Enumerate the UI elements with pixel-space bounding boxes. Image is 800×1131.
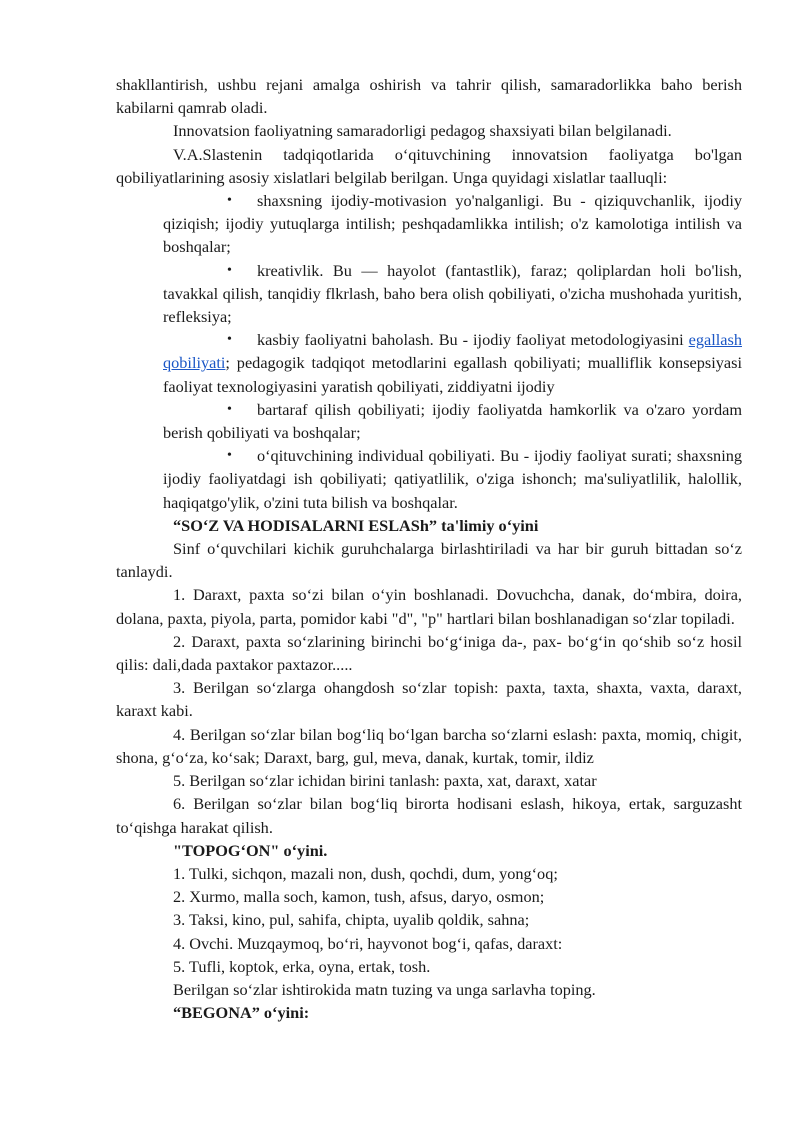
bullet-text: shaxsning ijodiy-motivasion yo'nalganligi. Bu - qiziquvchanlik, ijodiy qiziqish; ijodiy yutuqlarga intilish; peshqadamlikka intilish; o'z kamolotiga intilish va boshqalar;: [163, 191, 742, 257]
game1-item-6: 6. Berilgan so‘zlar bilan bog‘liq birorta hodisani eslash, hikoya, ertak, sarguzasht to‘qishga harakat qilish.: [116, 794, 742, 837]
bullet-text: o‘qituvchining individual qobiliyati. Bu - ijodiy faoliyat surati; shaxsning ijodiy faoliyatdagi ish qobiliyati; qatiyatlilik, o'ziga ishonch; ma'suliyatlilik, halollik, haqiqatgo'ylik, o'zini tuta bilish va boshqalar.: [163, 446, 742, 512]
bullet-text-before-link: kasbiy faoliyatni baholash. Bu - ijodiy faoliyat metodologiyasini: [257, 330, 689, 350]
game3-title: “BEGONA” o‘yini:: [173, 1003, 310, 1023]
game2-item-4: 4. Ovchi. Muzqaymoq, bo‘ri, hayvonot bog‘i, qafas, daraxt:: [173, 933, 563, 953]
game2-item-3: 3. Taksi, kino, pul, sahifa, chipta, uyalib qoldik, sahna;: [173, 910, 530, 930]
game2-item-2: 2. Xurmo, malla soch, kamon, tush, afsus, daryo, osmon;: [173, 887, 545, 907]
paragraph-slastenin: V.A.Slastenin tadqiqotlarida o‘qituvchining innovatsion faoliyatga bo'lgan qobiliyatlarining asosiy xislatlari belgilab berilgan. Unga quyidagi xislatlar taalluqli:: [116, 144, 742, 187]
bullet-icon: •: [227, 262, 232, 278]
game1-item-5: 5. Berilgan so‘zlar ichidan birini tanlash: paxta, xat, daraxt, xatar: [173, 771, 597, 791]
bullet-text-after-link: ; pedagogik tadqiqot metodlarini egallash qobiliyati; mualliflik konsepsiyasi faoliyat texnologiyasini yaratish qobiliyati, ziddiyatni ijodiy: [163, 353, 742, 396]
game1-item-2: 2. Daraxt, paxta so‘zlarining birinchi bo‘g‘iniga da-, pax- bo‘g‘in qo‘shib so‘z hosil qilis: dali,dada paxtakor paxtazor.....: [116, 631, 742, 675]
bullet-text: kreativlik. Bu — hayolot (fantastlik), faraz; qoliplardan holi bo'lish, tavakkal qilish, tanqidiy flkrlash, baho bera olish qobiliyati, o'zicha mushohada yuritish, refleksiya;: [163, 260, 742, 327]
game1-title: “SO‘Z VA HODISALARNI ESLASh” ta'limiy o‘yini: [173, 515, 539, 535]
bullet-icon: •: [227, 332, 232, 348]
bullet-icon: •: [227, 448, 232, 464]
game1-item-1: 1. Daraxt, paxta so‘zi bilan o‘yin boshlanadi. Dovuchcha, danak, do‘mbira, doira, dolana, paxta, piyola, parta, pomidor kabi "d", "p" hartlari bilan boshlanadigan so‘zlar topiladi.: [116, 585, 742, 628]
bullet-item-professional: [163, 328, 742, 398]
document-page: [116, 73, 742, 1024]
game2-item-1: 1. Tulki, sichqon, mazali non, dush, qochdi, dum, yong‘oq;: [173, 863, 558, 883]
bullet-item-cooperation: [163, 398, 742, 444]
paragraph-effectiveness: Innovatsion faoliyatning samaradorligi pedagog shaxsiyati bilan belgilanadi.: [173, 121, 672, 141]
paragraph-intro-continuation: shakllantirish, ushbu rejani amalga oshirish va tahrir qilish, samaradorlikka baho berish kabilarni qamrab oladi.: [116, 75, 742, 118]
game1-item-4: 4. Berilgan so‘zlar bilan bog‘liq bo‘lgan barcha so‘zlarni eslash: paxta, momiq, chigit, shona, g‘o‘za, ko‘sak; Daraxt, barg, gul, meva, danak, kurtak, tomir, ildiz: [116, 724, 742, 767]
egallash-qobiliyati-link[interactable]: egallash qobiliyati: [163, 330, 742, 373]
bullet-icon: •: [227, 193, 232, 209]
game1-intro: Sinf o‘quvchilari kichik guruhchalarga birlashtiriladi va har bir guruh bittadan so‘z tanlaydi.: [116, 539, 742, 582]
bullet-icon: •: [227, 401, 232, 417]
game1-item-3: 3. Berilgan so‘zlarga ohangdosh so‘zlar topish: paxta, taxta, shaxta, vaxta, daraxt, karaxt kabi.: [116, 678, 742, 721]
bullet-text: bartaraf qilish qobiliyati; ijodiy faoliyatda hamkorlik va o'zaro yordam berish qobiliyati va boshqalar;: [163, 399, 742, 443]
bullet-item-creativity: [163, 259, 742, 329]
game2-task: Berilgan so‘zlar ishtirokida matn tuzing va unga sarlavha toping.: [173, 979, 596, 999]
bullet-item-individual: [163, 444, 742, 514]
game2-item-5: 5. Tufli, koptok, erka, oyna, ertak, tosh.: [173, 956, 431, 976]
game2-title: "TOPOG‘ON" o‘yini.: [173, 840, 328, 860]
bullet-item-motivation: [163, 189, 742, 259]
